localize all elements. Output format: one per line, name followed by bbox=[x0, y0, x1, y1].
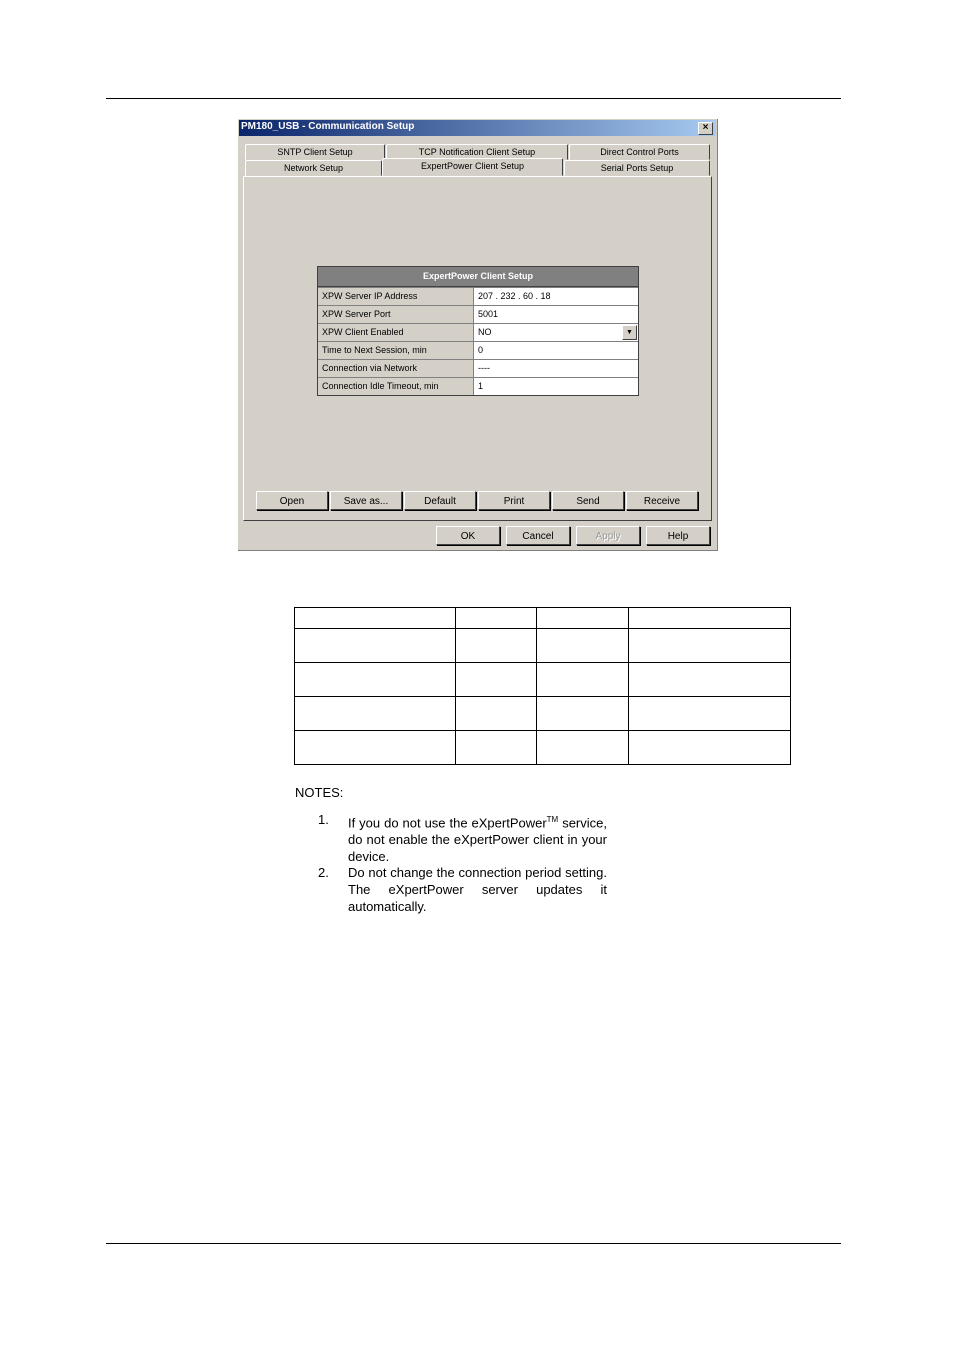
send-button[interactable]: Send bbox=[552, 491, 624, 510]
table-row bbox=[295, 663, 791, 697]
client-enabled-value: NO bbox=[478, 327, 492, 337]
grid-row-time-to-next-session bbox=[318, 341, 638, 359]
trademark-mark: TM bbox=[546, 815, 559, 824]
server-ip-field[interactable]: 207 . 232 . 60 . 18 bbox=[478, 291, 551, 301]
connection-via-network-field[interactable]: ---- bbox=[478, 363, 490, 373]
note-number: 1. bbox=[318, 812, 329, 827]
time-to-next-session-field[interactable]: 0 bbox=[478, 345, 484, 355]
table-row bbox=[295, 608, 791, 629]
note-text-part: service, do not enable the eXpertPower client in your device. bbox=[348, 815, 607, 865]
table-row bbox=[295, 629, 791, 663]
grid-row-server-ip bbox=[318, 287, 638, 305]
grid-row-connection-via-network bbox=[318, 359, 638, 377]
grid-label: XPW Server Port bbox=[318, 306, 474, 323]
grid-row-client-enabled bbox=[318, 323, 638, 341]
save-as-button[interactable]: Save as... bbox=[330, 491, 402, 510]
idle-timeout-field[interactable]: 1 bbox=[478, 381, 484, 391]
default-button[interactable]: Default bbox=[404, 491, 476, 510]
grid-header: ExpertPower Client Setup bbox=[318, 267, 638, 287]
print-button[interactable]: Print bbox=[478, 491, 550, 510]
parameters-table bbox=[294, 607, 791, 765]
client-enabled-select[interactable] bbox=[474, 324, 638, 341]
tab-sntp-client-setup[interactable]: SNTP Client Setup bbox=[245, 144, 385, 160]
apply-button[interactable]: Apply bbox=[576, 526, 640, 545]
note-text-part: If you do not use the eXpertPower bbox=[348, 815, 547, 831]
receive-button[interactable]: Receive bbox=[626, 491, 698, 510]
grid-label: XPW Server IP Address bbox=[318, 288, 474, 305]
grid-label: Connection Idle Timeout, min bbox=[318, 378, 474, 395]
note-number: 2. bbox=[318, 865, 329, 880]
grid-label: Time to Next Session, min bbox=[318, 342, 474, 359]
table-row bbox=[295, 697, 791, 731]
title-bar[interactable] bbox=[239, 120, 716, 136]
note-text bbox=[348, 811, 607, 865]
tab-network-setup[interactable]: Network Setup bbox=[245, 160, 382, 176]
cancel-button[interactable]: Cancel bbox=[506, 526, 570, 545]
grid-label: XPW Client Enabled bbox=[318, 324, 474, 341]
expertpower-client-setup-grid bbox=[317, 266, 639, 396]
tab-expertpower-client-setup[interactable]: ExpertPower Client Setup bbox=[382, 158, 563, 176]
close-icon[interactable]: × bbox=[698, 122, 713, 135]
help-button[interactable]: Help bbox=[646, 526, 710, 545]
note-item bbox=[318, 811, 607, 865]
tab-tcp-notification-client-setup[interactable]: TCP Notification Client Setup bbox=[386, 144, 568, 160]
window-title: PM180_USB - Communication Setup bbox=[241, 121, 415, 132]
open-button[interactable]: Open bbox=[256, 491, 328, 510]
grid-row-server-port bbox=[318, 305, 638, 323]
chevron-down-icon[interactable]: ▼ bbox=[622, 325, 637, 340]
tab-direct-control-ports[interactable]: Direct Control Ports bbox=[569, 144, 710, 160]
note-item bbox=[318, 864, 607, 914]
grid-row-idle-timeout bbox=[318, 377, 638, 395]
note-text: Do not change the connection period setting. The eXpertPower server updates it automatically. bbox=[348, 865, 607, 914]
grid-label: Connection via Network bbox=[318, 360, 474, 377]
server-port-field[interactable]: 5001 bbox=[478, 309, 499, 319]
table-row bbox=[295, 731, 791, 765]
tab-serial-ports-setup[interactable]: Serial Ports Setup bbox=[564, 160, 710, 176]
footer-rule bbox=[106, 1243, 841, 1244]
header-rule bbox=[106, 98, 841, 99]
notes-heading: NOTES: bbox=[295, 785, 344, 800]
ok-button[interactable]: OK bbox=[436, 526, 500, 545]
